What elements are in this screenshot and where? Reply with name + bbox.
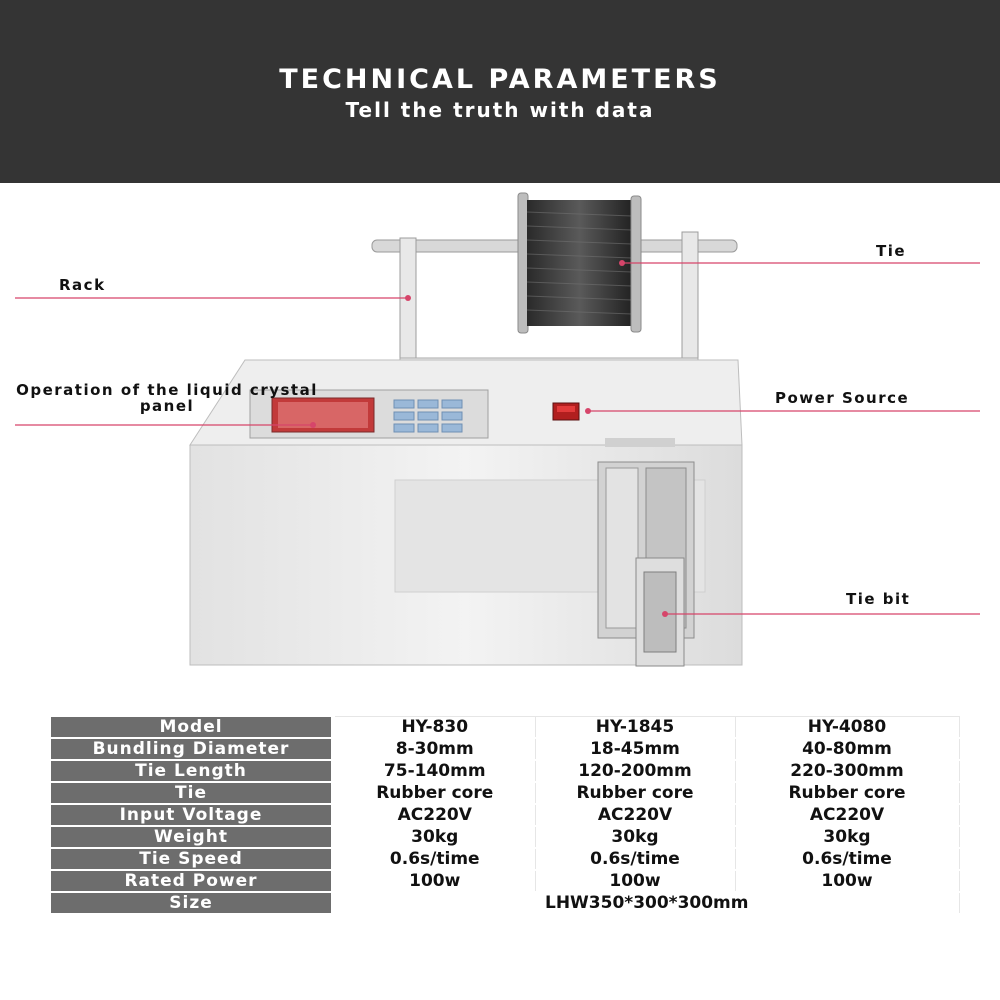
- spool-left-flange: [518, 193, 528, 333]
- table-row: [51, 826, 959, 848]
- cell-value: Rubber core: [535, 782, 735, 804]
- table-row: [51, 892, 959, 914]
- cell-value: HY-830: [333, 717, 535, 739]
- cell-value: AC220V: [333, 804, 535, 826]
- table-row: [51, 870, 959, 892]
- row-label: Tie Speed: [51, 848, 333, 870]
- cell-value: 40-80mm: [735, 738, 959, 760]
- spec-table: [51, 716, 960, 915]
- size-value: LHW350*300*300mm: [333, 892, 959, 914]
- page-subtitle: Tell the truth with data: [345, 98, 655, 122]
- row-label: Input Voltage: [51, 804, 333, 826]
- cell-value: 220-300mm: [735, 760, 959, 782]
- page-title: TECHNICAL PARAMETERS: [279, 64, 721, 95]
- cell-value: 30kg: [535, 826, 735, 848]
- cell-value: HY-1845: [535, 717, 735, 739]
- cell-value: 18-45mm: [535, 738, 735, 760]
- row-label: Bundling Diameter: [51, 738, 333, 760]
- spool-wire: [527, 200, 632, 326]
- table-row: [51, 738, 959, 760]
- brand-mark: [605, 438, 675, 447]
- cell-value: HY-4080: [735, 717, 959, 739]
- callout-operation-panel: Operation of the liquid crystal panel: [16, 381, 318, 415]
- cell-value: 30kg: [735, 826, 959, 848]
- row-label: Model: [51, 717, 333, 739]
- cell-value: 0.6s/time: [535, 848, 735, 870]
- spool-right-flange: [631, 196, 641, 332]
- row-label: Rated Power: [51, 870, 333, 892]
- table-row: [51, 848, 959, 870]
- cell-value: Rubber core: [735, 782, 959, 804]
- keypad-buttons: [394, 400, 462, 432]
- cell-value: AC220V: [735, 804, 959, 826]
- cell-value: 8-30mm: [333, 738, 535, 760]
- callout-tie: Tie: [876, 242, 907, 260]
- tying-machine-illustration: [0, 183, 1000, 703]
- table-row: [51, 760, 959, 782]
- header-banner: [0, 0, 1000, 183]
- cell-value: 30kg: [333, 826, 535, 848]
- row-label: Size: [51, 892, 333, 914]
- cell-value: AC220V: [535, 804, 735, 826]
- callout-tie-bit: Tie bit: [846, 590, 911, 608]
- row-label: Tie: [51, 782, 333, 804]
- table-row: [51, 804, 959, 826]
- cell-value: 120-200mm: [535, 760, 735, 782]
- rack-right-upright: [682, 232, 698, 366]
- table-row: [51, 782, 959, 804]
- cell-value: Rubber core: [333, 782, 535, 804]
- cell-value: 0.6s/time: [333, 848, 535, 870]
- cell-value: 100w: [535, 870, 735, 892]
- callout-power-source: Power Source: [775, 389, 910, 407]
- cell-value: 100w: [735, 870, 959, 892]
- cell-value: 100w: [333, 870, 535, 892]
- row-label: Weight: [51, 826, 333, 848]
- cell-value: 75-140mm: [333, 760, 535, 782]
- cell-value: 0.6s/time: [735, 848, 959, 870]
- row-label: Tie Length: [51, 760, 333, 782]
- rack-left-upright: [400, 238, 416, 366]
- table-row: [51, 717, 959, 739]
- callout-rack: Rack: [59, 276, 106, 294]
